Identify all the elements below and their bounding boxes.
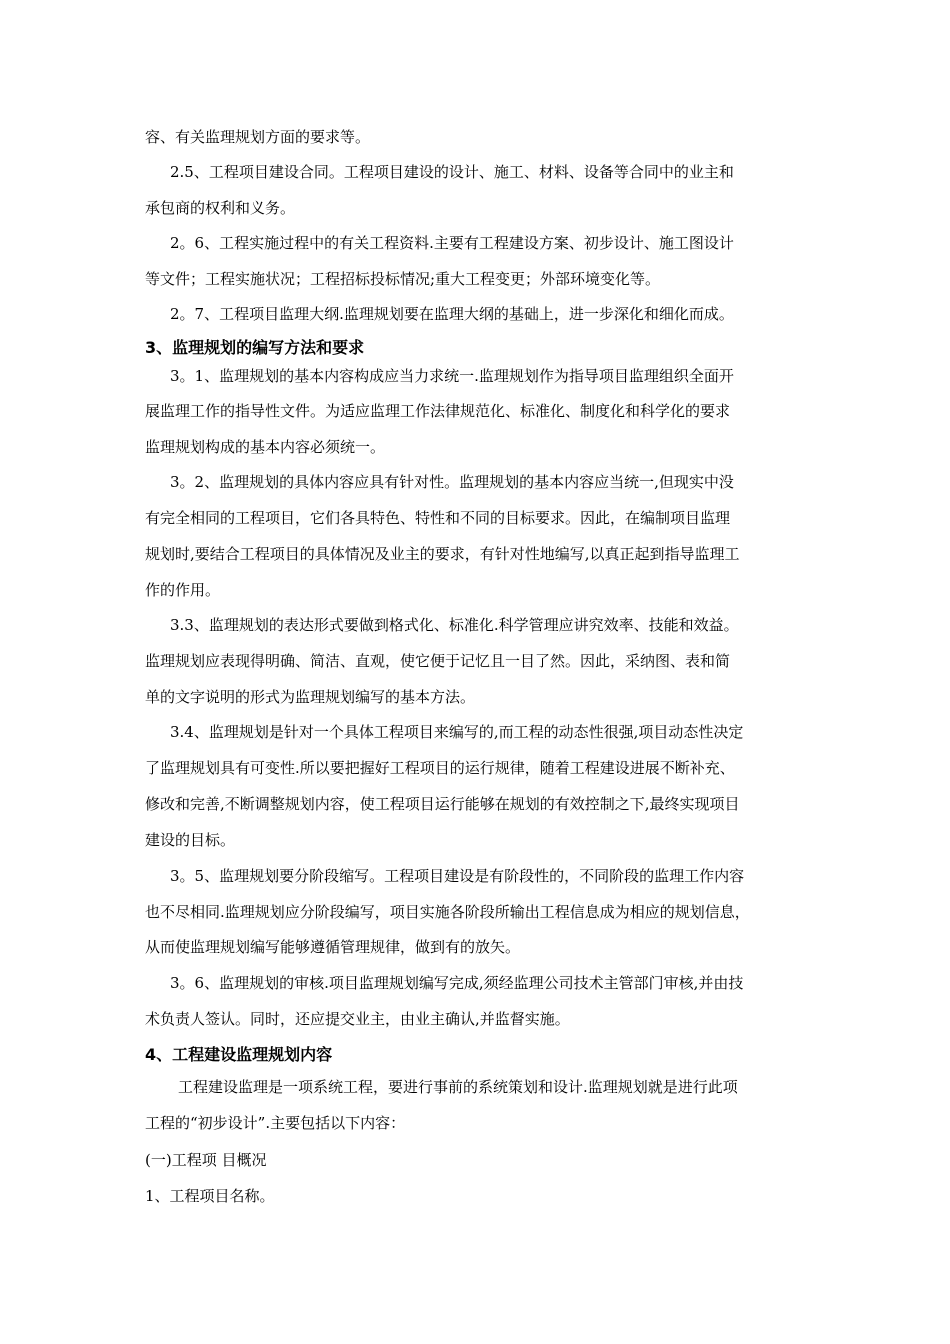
text-line: 修改和完善,不断调整规划内容，使工程项目运行能够在规划的有效控制之下,最终实现项目	[145, 795, 740, 813]
text-line: 3。2、监理规划的具体内容应具有针对性。监理规划的基本内容应当统一,但现实中没	[170, 473, 734, 491]
text-line: 3。5、监理规划要分阶段缩写。工程项目建设是有阶段性的，不同阶段的监理工作内容	[170, 867, 745, 885]
text-line: 展监理工作的指导性文件。为适应监理工作法律规范化、标准化、制度化和科学化的要求	[145, 402, 731, 420]
text-line: 2。7、工程项目监理大纲.监理规划要在监理大纲的基础上，进一步深化和细化而成。	[170, 305, 734, 323]
text-line: 3。1、监理规划的基本内容构成应当力求统一.监理规划作为指导项目监理组织全面开	[170, 367, 734, 385]
text-line: 3.3、监理规划的表达形式要做到格式化、标准化.科学管理应讲究效率、技能和效益。	[170, 616, 739, 634]
text-line: 建设的目标。	[145, 831, 236, 849]
text-line: 术负责人签认。同时，还应提交业主，由业主确认,并监督实施。	[145, 1010, 570, 1028]
text-line: 2。6、工程实施过程中的有关工程资料.主要有工程建设方案、初步设计、施工图设计	[170, 234, 734, 252]
text-line: 监理规划构成的基本内容必须统一。	[145, 438, 386, 456]
text-line: 工程建设监理是一项系统工程，要进行事前的系统策划和设计.监理规划就是进行此项	[178, 1078, 738, 1096]
text-line: 承包商的权利和义务。	[145, 199, 296, 217]
text-line: 3。6、监理规划的审核.项目监理规划编写完成,须经监理公司技术主管部门审核,并由技	[170, 974, 744, 992]
text-line: 单的文字说明的形式为监理规划编写的基本方法。	[145, 688, 476, 706]
text-line: 从而使监理规划编写能够遵循管理规律，做到有的放矢。	[145, 938, 521, 956]
section-heading: 4、工程建设监理规划内容	[145, 1045, 333, 1064]
text-line: 有完全相同的工程项目，它们各具特色、特性和不同的目标要求。因此，在编制项目监理	[145, 509, 731, 527]
text-line: 工程的“初步设计”.主要包括以下内容：	[145, 1114, 406, 1132]
text-line: 规划时,要结合工程项目的具体情况及业主的要求，有针对性地编写,以真正起到指导监理工	[145, 545, 740, 563]
text-line: 3.4、监理规划是针对一个具体工程项目来编写的,而工程的动态性很强,项目动态性决定	[170, 723, 744, 741]
text-line: 作的作用。	[145, 581, 221, 599]
text-line: (一)工程项 目概况	[145, 1151, 267, 1169]
text-line: 2.5、工程项目建设合同。工程项目建设的设计、施工、材料、设备等合同中的业主和	[170, 163, 734, 181]
text-line: 容、有关监理规划方面的要求等。	[145, 128, 371, 146]
text-line: 也不尽相同.监理规划应分阶段编写，项目实施各阶段所输出工程信息成为相应的规划信息，	[145, 903, 750, 921]
text-line: 了监理规划具有可变性.所以要把握好工程项目的运行规律，随着工程建设进展不断补充、	[145, 759, 735, 777]
section-heading: 3、监理规划的编写方法和要求	[145, 338, 365, 357]
text-line: 监理规划应表现得明确、简洁、直观，使它便于记忆且一目了然。因此，采纳图、表和简	[145, 652, 731, 670]
text-line: 1、工程项目名称。	[145, 1187, 275, 1205]
text-line: 等文件；工程实施状况；工程招标投标情况;重大工程变更；外部环境变化等。	[145, 270, 661, 288]
